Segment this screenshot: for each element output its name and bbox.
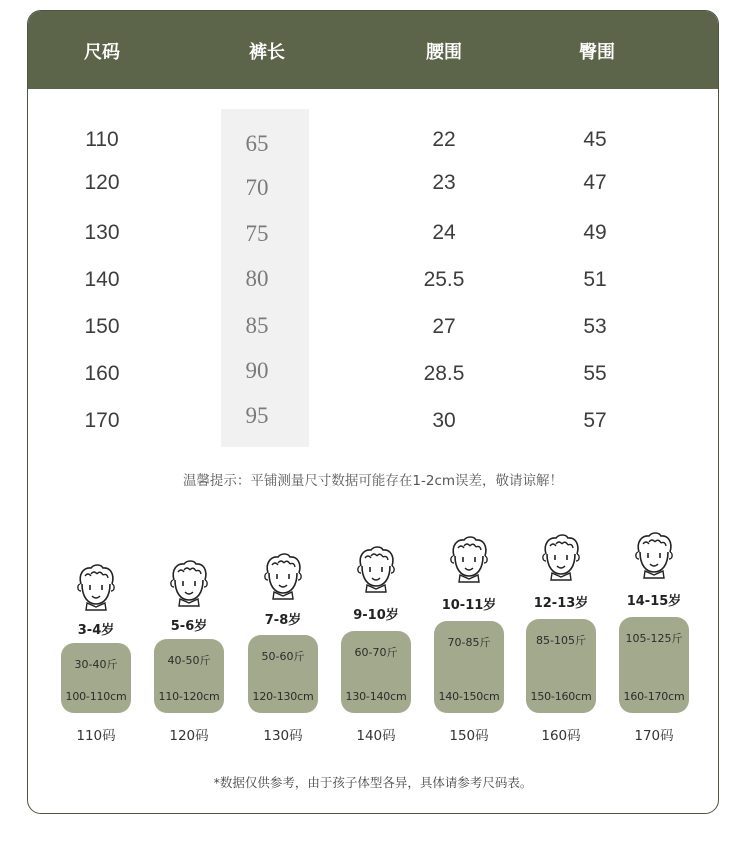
age-label: 5-6岁 [170, 619, 208, 634]
cell-size: 140 [84, 268, 120, 291]
child-face-icon [537, 531, 585, 583]
child-avatar [445, 533, 493, 589]
child-avatar [537, 531, 585, 587]
cell-waist: 22 [432, 128, 456, 151]
child-face-icon [72, 561, 120, 613]
cell-hip: 53 [583, 315, 607, 338]
child-face-icon [165, 557, 213, 609]
cell-pants-length: 85 [245, 313, 269, 338]
weight-range: 70-85斤 [447, 636, 491, 649]
weight-range: 85-105斤 [536, 634, 586, 647]
size-code-label: 130码 [263, 728, 303, 744]
header-size: 尺码 [84, 42, 120, 63]
cell-waist: 25.5 [423, 268, 465, 291]
size-code-label: 120码 [169, 728, 209, 744]
cell-waist: 24 [432, 221, 456, 244]
cell-pants-length: 90 [245, 358, 269, 383]
cell-waist: 27 [432, 315, 456, 338]
reference-note: *数据仅供参考，由于孩子体型各异，具体请参考尺码表。 [213, 775, 533, 790]
weight-range: 60-70斤 [354, 646, 398, 659]
cell-pants-length: 65 [245, 131, 269, 156]
cell-pants-length: 80 [245, 266, 269, 291]
height-range: 100-110cm [65, 690, 127, 703]
height-range: 120-130cm [252, 690, 314, 703]
size-code-label: 170码 [634, 728, 674, 744]
cell-size: 150 [84, 315, 120, 338]
size-range-pill [154, 639, 224, 713]
age-label: 9-10岁 [353, 608, 399, 623]
size-chart-card [27, 10, 719, 814]
child-face-icon [352, 543, 400, 595]
size-range-pill [619, 617, 689, 713]
size-code-label: 140码 [356, 728, 396, 744]
cell-size: 160 [84, 362, 120, 385]
height-range: 130-140cm [345, 690, 407, 703]
cell-hip: 47 [583, 171, 607, 194]
size-range-pill [434, 621, 504, 713]
age-label: 10-11岁 [441, 598, 497, 613]
cell-pants-length: 70 [245, 175, 269, 200]
cell-size: 120 [84, 171, 120, 194]
cell-pants-length: 95 [245, 403, 269, 428]
header-pants-length: 裤长 [249, 42, 285, 63]
size-code-label: 160码 [541, 728, 581, 744]
cell-size: 170 [84, 409, 120, 432]
child-avatar [72, 561, 120, 617]
cell-waist: 30 [432, 409, 456, 432]
cell-hip: 49 [583, 221, 607, 244]
weight-range: 50-60斤 [261, 650, 305, 663]
size-code-label: 110码 [76, 728, 116, 744]
age-label: 14-15岁 [626, 594, 682, 609]
measurement-tip: 温馨提示：平铺测量尺寸数据可能存在1-2cm误差，敬请谅解！ [182, 473, 564, 489]
header-hip: 臀围 [579, 42, 615, 63]
size-range-pill [526, 619, 596, 713]
cell-hip: 57 [583, 409, 607, 432]
cell-pants-length: 75 [245, 221, 269, 246]
height-range: 140-150cm [438, 690, 500, 703]
height-range: 150-160cm [530, 690, 592, 703]
size-range-pill [248, 635, 318, 713]
weight-range: 105-125斤 [625, 632, 683, 645]
child-avatar [352, 543, 400, 599]
cell-waist: 23 [432, 171, 456, 194]
cell-size: 110 [85, 128, 119, 151]
cell-size: 130 [84, 221, 120, 244]
cell-hip: 45 [583, 128, 607, 151]
child-face-icon [259, 550, 307, 602]
age-label: 12-13岁 [533, 596, 589, 611]
weight-range: 40-50斤 [167, 654, 211, 667]
header-waist: 腰围 [426, 42, 462, 63]
cell-hip: 55 [583, 362, 607, 385]
child-avatar [630, 529, 678, 585]
child-face-icon [630, 529, 678, 581]
age-label: 7-8岁 [264, 613, 302, 628]
table-header [28, 11, 718, 89]
cell-waist: 28.5 [423, 362, 465, 385]
weight-range: 30-40斤 [74, 658, 118, 671]
height-range: 110-120cm [158, 690, 220, 703]
child-avatar [259, 550, 307, 606]
child-avatar [165, 557, 213, 613]
size-range-pill [341, 631, 411, 713]
cell-hip: 51 [583, 268, 607, 291]
child-face-icon [445, 533, 493, 585]
size-range-pill [61, 643, 131, 713]
size-code-label: 150码 [449, 728, 489, 744]
height-range: 160-170cm [623, 690, 685, 703]
age-label: 3-4岁 [77, 623, 115, 638]
